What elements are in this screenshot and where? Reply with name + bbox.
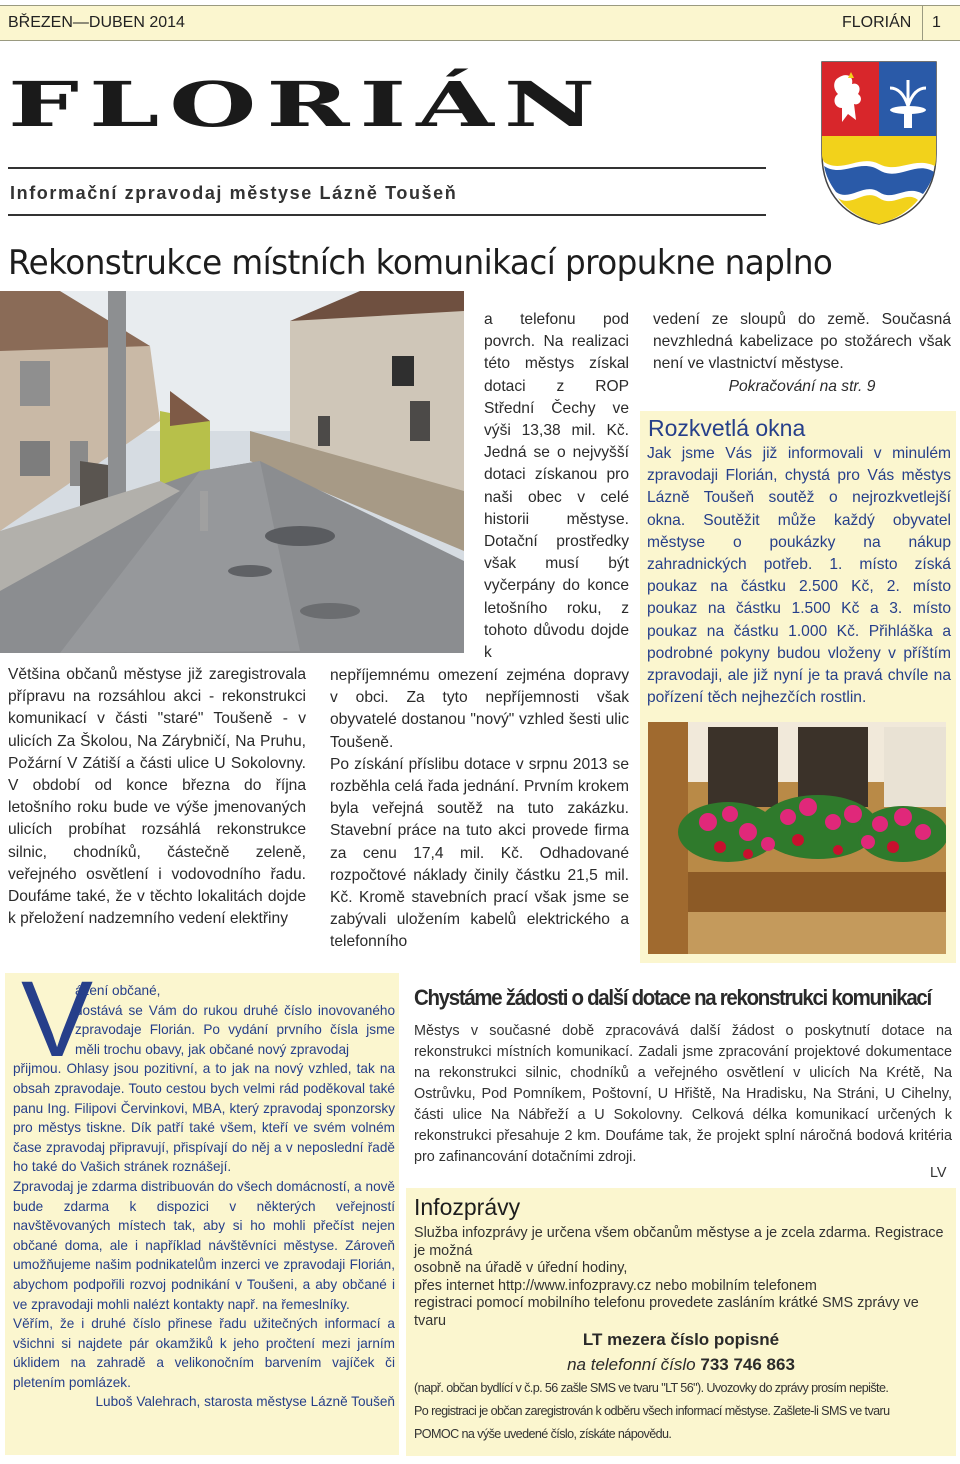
infozpravy-line: registraci pomocí mobilního telefonu provedete zasláním krátké SMS zprávy ve tvaru — [414, 1295, 919, 1329]
street-photo — [0, 291, 464, 653]
masthead-rule-top — [8, 167, 766, 169]
flowers-box — [640, 411, 956, 963]
letter-intro: dostává se Vám do rukou druhé číslo inovovaného zpravodaje Florián. Po vydání prvního čísla jsme měli trochu obavy, jak občané nový zpravodaj — [75, 1002, 395, 1057]
article-column-1: Většina občanů městyse již zaregistrovala přípravu na rozsáhlou akci - rekonstrukci komunikací v části "staré" Toušeně - v ulicích Za Školou, Na Zárybničí, Na Pruhu, Požární V Zátiší a části ulice U Sokolovny. V období od konce března do října letošního roku bude ve výše jmenovaných ulicích probíhat rozsáhlá rekonstrukce silnic, chodníků, částečně zeleně, veřejného osvětlení i vodovodního řadu. Doufáme také, že v těchto lokalitách dojde k přeložení nadzemního vedení elektřiny — [8, 666, 306, 928]
infozpravy-title: Infozprávy — [414, 1194, 521, 1220]
mayor-letter — [5, 958, 399, 1455]
grants-text: Městys v současné době zpracovává další žádost o poskytnutí dotace na rekonstrukci místních komunikací. Zadali jsme zpracování projektové dokumentace na rekonstrukci silnic, chodníků a veřejného osvětlení v ulicích Na Krétě, Na Ostrůvku, Pod Pomníkem, Poštovní, U Hřiště, Na Hradisku, Na Stráni, U Cihelny, části ulice Na Nábřeží a U Sokolovny. Celková délka komunikací určených k rekonstrukci přesahuje 2 km. Doufáme tak, že projekt splní náročná bodová kritéria pro zafinancování dotačními zdroji. — [414, 1023, 952, 1165]
coat-of-arms-icon — [818, 58, 940, 226]
infozpravy-box — [406, 1188, 956, 1456]
flowers-title: Rozkvetlá okna — [648, 415, 806, 441]
continued-note: Pokračování na str. 9 — [728, 377, 876, 395]
letter-paragraph: přijmou. Ohlasy jsou pozitivní, a to jak na nový vzhled, tak na obsah zpravodaje. Touto cestou bych velmi rád poděkoval také panu Ing. Filipovi Červinkovi, MBA, který zpravodaj sponzorsky pro městys tiskne. Dík patří také všem, kteří ve svém volném čase zpravodaj připravují, přispívají do něj a v neposlední řadě ho také do Vašich stránek roznášejí. — [13, 1061, 395, 1175]
page-number: 1 — [932, 14, 941, 31]
masthead-title: FLORIÁN — [8, 67, 606, 141]
letter-greeting: ážení občané, — [75, 983, 161, 998]
letter-paragraph: Zpravodaj je zdarma distribuován do všech domácností, a nově bude zdarma k dispozici v některých veřejností navštěvovaných místech tak, aby si ho mohli přečíst nejen občané doma, ale i například návštěvníci městyse. Zároveň umožňujeme našim podnikatelům inzerci ve zpravodaji Florián, abychom podpořili rozvoj podnikání v Toušeni, a aby občané i ve zpravodaji mohli nalézt kontakty např. na řemeslníky. — [13, 1178, 395, 1312]
header-divider — [922, 6, 923, 40]
main-headline: Rekonstrukce místních komunikací propukne naplno — [8, 243, 833, 283]
drop-cap: V — [21, 958, 94, 1079]
flowers-text: Jak jsme Vás již informovali v minulém zpravodaji Florián, chystá pro Vás městys Lázně Toušeň soutěž o nejrozkvetlejší okna. Soutěžit může každý obyvatel městyse o poukázky na nákup zahradnických potřeb. 1. místo získá poukaz na částku 2.500 Kč, 2. místo poukaz na částku 1.500 Kč a 3. místo poukaz na částku 1.000 Kč. Přihláška a podrobné pokyny budou vloženy v příštím zpravodaji, ale již nyní je ta pravá chvíle na pořízení těch nejhezčích rostlin. — [647, 445, 951, 707]
window-flowers-photo — [648, 722, 946, 954]
sms-format: LT mezera číslo popisné — [582, 1330, 780, 1349]
article-paragraph: nepříjemnému omezení zejména dopravy v obci. Za tyto nepříjemnosti však obyvatelé dostanou "nový" vzhled šesti ulic Toušeně. — [330, 667, 629, 751]
infozpravy-text — [414, 1225, 950, 1331]
letter-text — [13, 981, 395, 1412]
grants-title: Chystáme žádosti o další dotace na rekonstrukci komunikací — [414, 985, 931, 1010]
masthead-rule-bottom — [8, 214, 766, 216]
article-column-2-bottom — [330, 665, 629, 954]
phone-number: 733 746 863 — [700, 1355, 795, 1374]
infozpravy-line: osobně na úřadě v úřední hodiny, — [414, 1260, 628, 1277]
letter-signature: Luboš Valehrach, starosta městyse Lázně Toušeň — [95, 1394, 395, 1410]
article-paragraph: Po získání příslibu dotace v srpnu 2013 se rozběhla celá řada jednání. Prvním krokem byla veřejná soutěž na tuto zakázku. Stavební práce na tuto akci provede firma za cenu 17,4 mil. Kč. Odhadované rozpočtové náklady činily částku 21,5 mil. Kč. Kromě stavebních prací však jsme se zabývali uložením kabelů elektrického a telefonního — [330, 755, 629, 951]
article-column-2-top: a telefonu pod povrch. Na realizaci této městys získal dotaci z ROP Střední Čechy ve výši 13,38 mil. Kč. Jedná se o nejvyšší dotaci získanou pro naši obec v celé historii městyse. Dotační prostředky však musí být vyčerpány do konce letošního roku, z tohoto důvodu dojde k — [484, 311, 629, 662]
masthead-subtitle: Informační zpravodaj městyse Lázně Toušeň — [10, 183, 458, 203]
help-note: POMOC na výše uvedené číslo, získáte nápovědu. — [414, 1427, 672, 1441]
sms-example: (např. občan bydlící v č.p. 56 zašle SMS ve tvaru "LT 56"). Uvozovky do zprávy prosím nepište. — [414, 1381, 889, 1395]
issue-date: BŘEZEN—DUBEN 2014 — [8, 14, 185, 31]
author-initials: LV — [930, 1165, 947, 1181]
sms-phone-line — [406, 1355, 956, 1375]
infozpravy-line: Služba infozprávy je určena všem občanům městyse a je zcela zdarma. Registrace je možná — [414, 1225, 944, 1259]
registration-note: Po registraci je občan zaregistrován k odběru všech informací městyse. Zašlete-li SMS ve tvaru — [414, 1404, 890, 1418]
article-column-3 — [653, 309, 951, 398]
phone-label: na telefonní číslo — [567, 1355, 696, 1374]
header-bar — [0, 5, 960, 41]
article-paragraph: vedení ze sloupů do země. Současná nevzhledná kabelizace po stožárech však není ve vlastnictví městyse. — [653, 311, 951, 373]
infozpravy-line: přes internet http://www.infozpravy.cz nebo mobilním telefonem — [414, 1277, 817, 1294]
header-newsletter-name: FLORIÁN — [842, 14, 912, 31]
letter-paragraph: Věřím, že i druhé číslo přinese řadu užitečných informací a všichni si najdete pár okamžiků k jeho pročtení mezi jarním úklidem na zahradě a velikonočním barvením vajíček či pletením pomlázek. — [13, 1316, 395, 1390]
